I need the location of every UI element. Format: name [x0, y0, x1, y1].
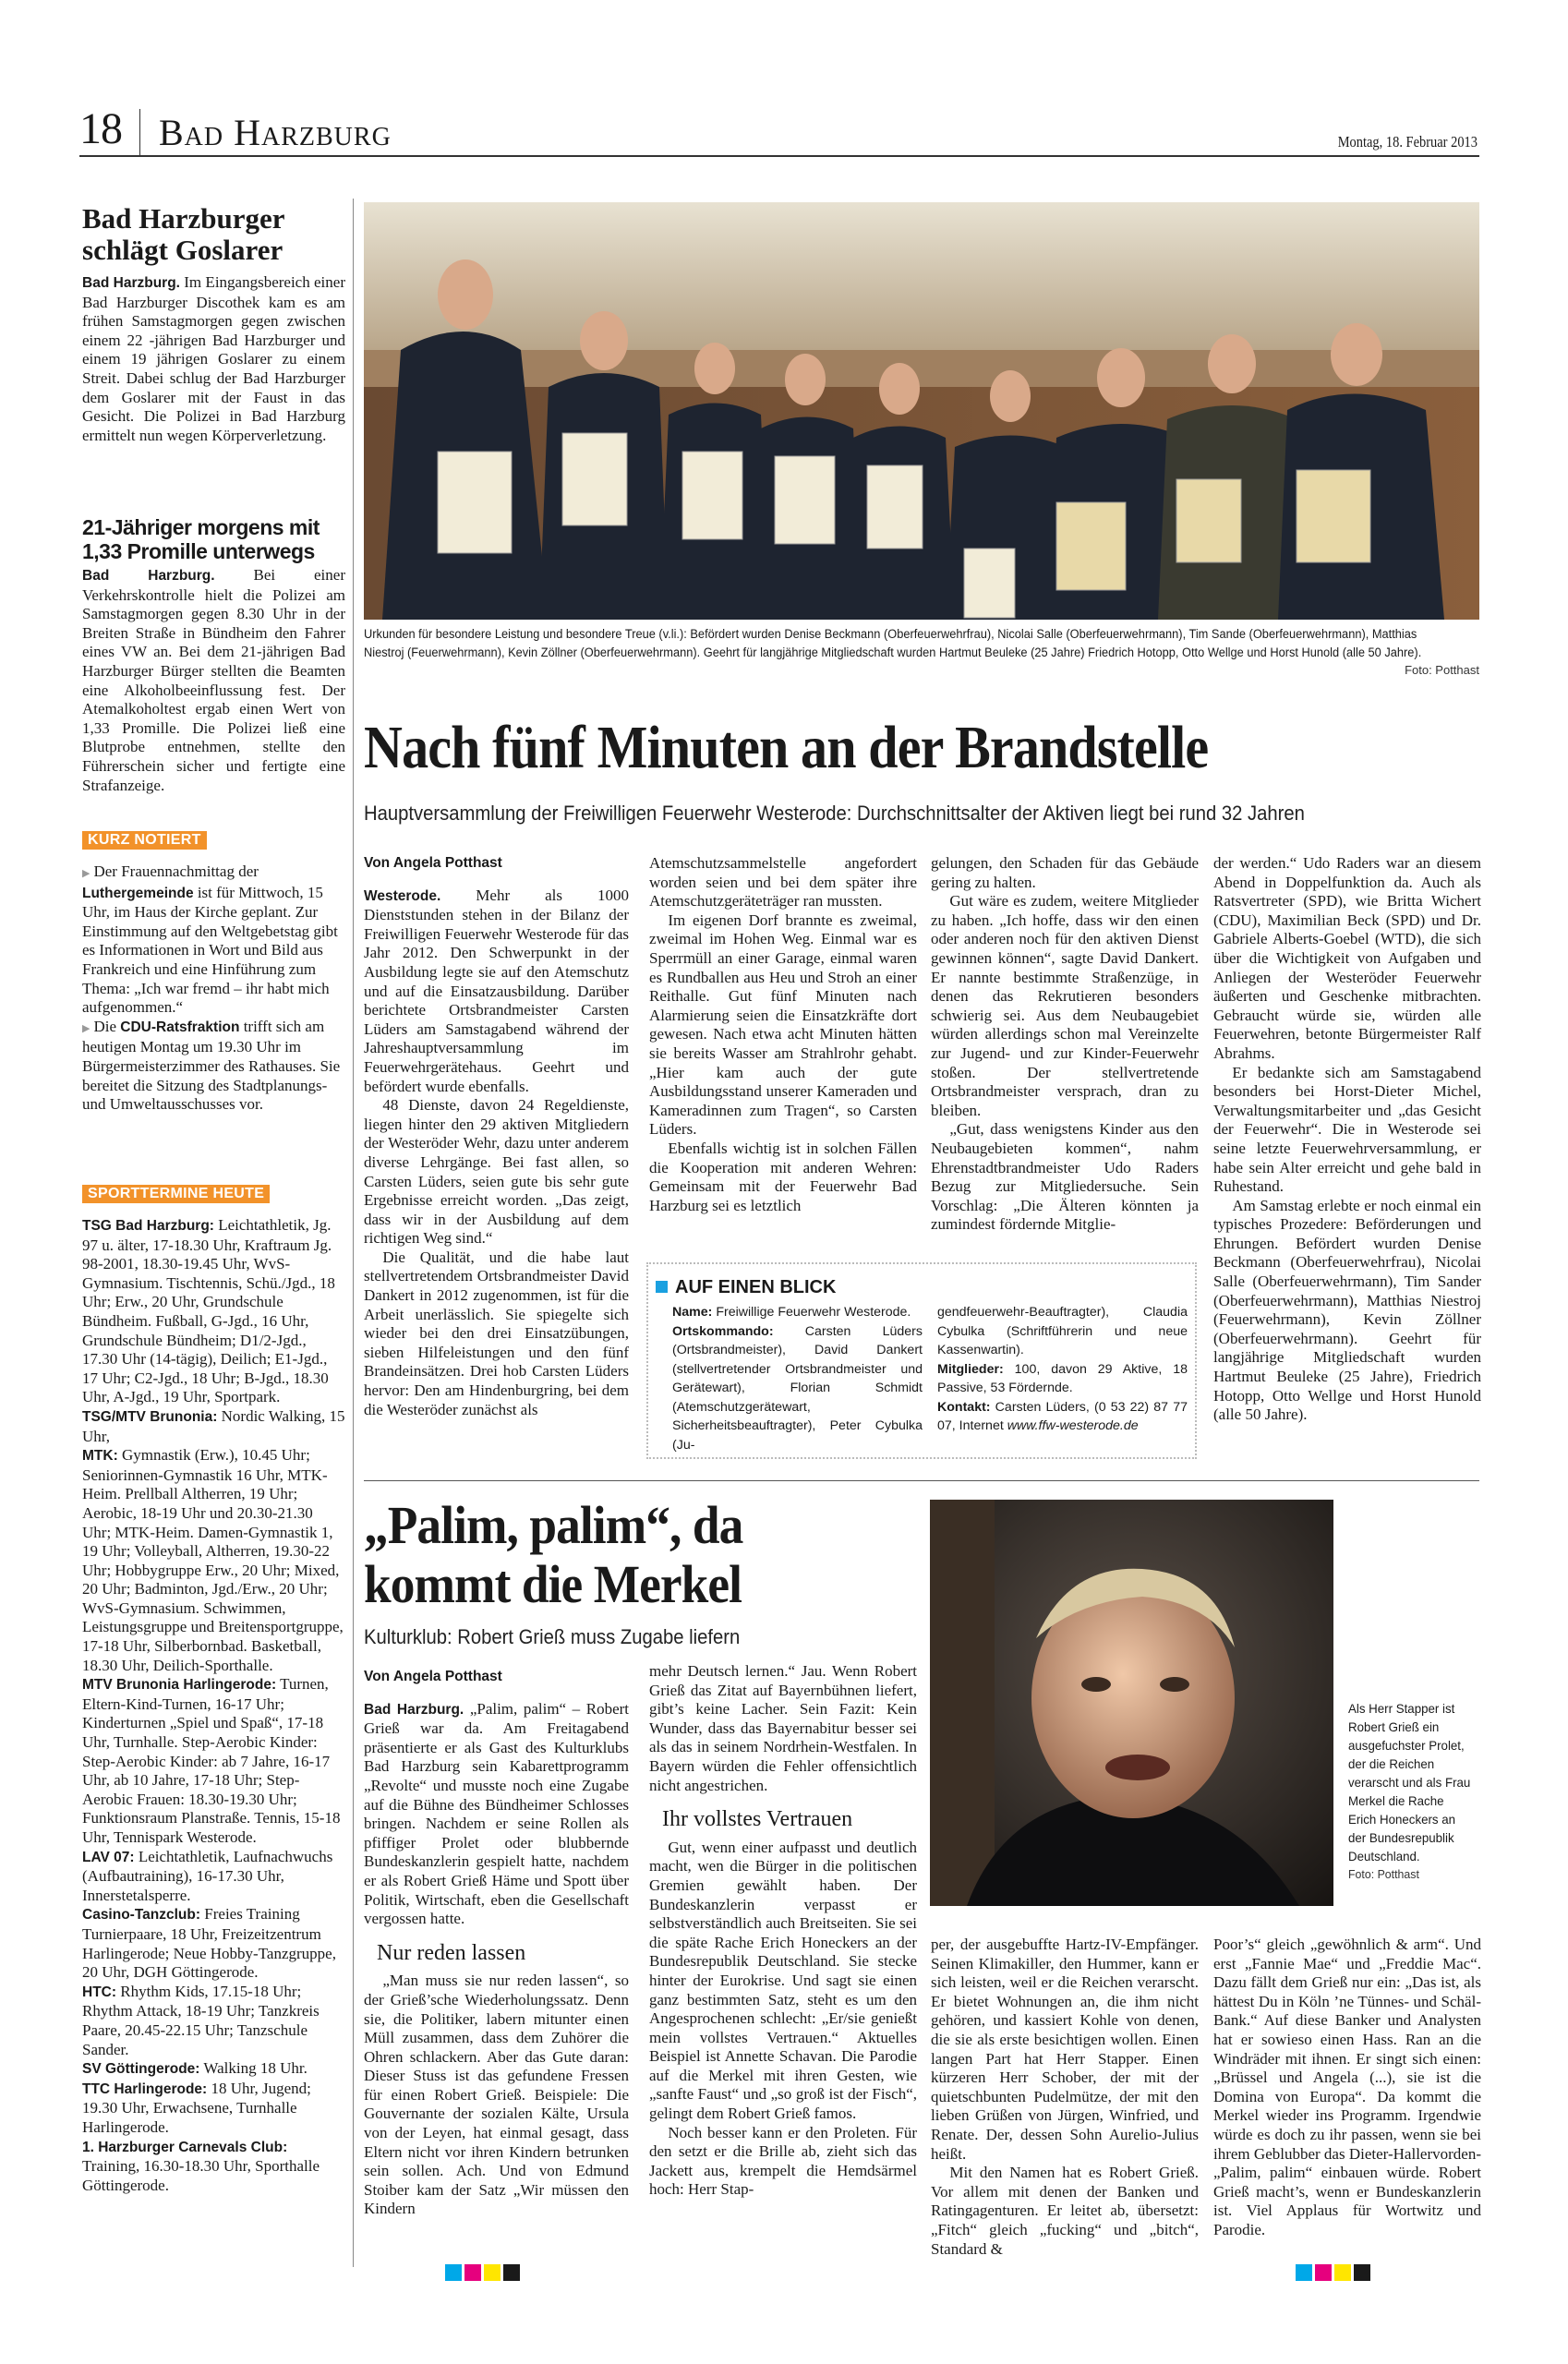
club-name: 1. Harzburger Carnevals Club: [82, 2139, 288, 2155]
headline-line: kommt die Merkel [364, 1554, 742, 1614]
brief-article-2 [82, 515, 345, 795]
sporttermine [82, 1185, 345, 2195]
paragraph: Ebenfalls wichtig ist in solchen Fällen die Kooperation mit anderen Wehren: Gemeinsam mit der Feuerwehr Bad Harzburg sei es letztlich [649, 1139, 917, 1214]
info-box-title [656, 1277, 836, 1298]
sport-entry [82, 1675, 345, 1847]
club-name: MTV Brunonia Harlingerode: [82, 1677, 277, 1694]
photo-caption [1348, 1699, 1471, 1884]
griess-photo [930, 1500, 1333, 1906]
website-link[interactable]: www.ffw-westerode.de [1007, 1418, 1139, 1433]
sport-schedule: Training, 16.30-18.30 Uhr, Sporthalle Göttingerode. [82, 2157, 320, 2194]
info-key: Name: [672, 1305, 713, 1320]
sport-entry [82, 2059, 345, 2080]
club-name: SV Göttingerode: [82, 2061, 200, 2078]
firefighters-photo [364, 202, 1479, 620]
paragraph: Die Qualität, und die habe laut stellvertretendem Ortsbrandmeister David Dankert in 2012 zugenommen, ist für die Arbeit unerlässlich. Sie spiegelte sich wieder bei den drei Einsatzübungen, sieben Hilfeleistungen und den fünf Brandeinsätzen. Drei hob Carsten Lüders hervor: Den am Hindenburgring, bei dem die Westeröder zunächst als [364, 1248, 629, 1418]
sport-schedule: 18 Uhr, Jugend; 19.30 Uhr, Erwachsene, Turnhalle Harlingerode. [82, 2079, 311, 2136]
paragraph: Am Samstag erlebte er noch einmal ein typisches Prozedere: Beförderungen und Ehrungen. Befördert wurden Denise Beckmann (Oberfeuerwehrfrau), Nicolai Salle (Oberfeuerwehrmann), Tim Sander (Oberfeuerwehrmann), Matthias Niestroj (Feuerwehrmann), Kevin Zöllner (Oberfeuerwehrmann). Geehrt für langjährige Mitgliedschaft wurden Hartmut Beuleke (25 Jahre), Friedrich Hotopp, Otto Wellge und Horst Hunold (alle 50 Jahre). [1213, 1196, 1481, 1424]
paragraph: Mit den Namen hat es Robert Grieß. Vor allem mit denen der Banken und Ratingagenturen. Er leitet ab, übersetzt: „Fitch“ gleich „fucking“ und „bitch“, Standard & [931, 2164, 1199, 2258]
sport-entry [82, 1446, 345, 1675]
sport-schedule: Leichtathletik, Jg. 97 u. älter, 17-18.30 Uhr, Kraftraum Jg. 98-2001, 18.30-19.45 Uhr, WvS-Gymnasium. Tischtennis, Schü./Jgd., 18 Uhr; Erw., 20 Uhr, Grundschule Bündheim. Fußball, G-Jgd., 16 Uhr, Grundschule Bündheim; D1/2-Jgd., 17.30 Uhr (14-tägig), Deilich; E1-Jgd., 17 Uhr; C2-Jgd., 18 Uhr; B-Jgd., 18.30 Uhr, A-Jgd., 19 Uhr, Sportpark. [82, 1216, 335, 1406]
paragraph: Gut wäre es zudem, weitere Mitglieder zu haben. „Ich hoffe, dass wir den einen oder anderen noch für den aktiven Dienst gewinnen können“, sagte David Dankert. Er nannte bestimmte Straßenzüge, in denen das Rekrutieren besonders schwierig sei. Aus dem Neubaugebiet würden allerdings schon mal Vereinzelte zur Jugend- und zur Kinder-Feuerwehr stoßen. Der stellvertretende Ortsbrandmeister versprach, dran zu bleiben. [931, 892, 1199, 1119]
paragraph: Mehr als 1000 Dienststunden stehen in der Bilanz der Freiwilligen Feuerwehr Westerode für das Jahr 2012. Den Schwerpunkt in der Ausbildung legte sie auf den Atemschutz und auf die Einsatzausbildung. Darüber berichtete Ortsbrandmeister Carsten Lüders am Samstagabend während der Jahreshauptversammlung im Feuerwehrgerätehaus. Geehrt und befördert wurde ebenfalls. [364, 886, 629, 1095]
triangle-bullet-icon: ▶ [82, 868, 90, 879]
paragraph: Im eigenen Dorf brannte es zweimal, zweimal im Hohen Weg. Einmal war es Sperrmüll an einer Garage, einmal waren es Rundballen aus Heu und Stroh an einer Reithalle. Gut fünf Minuten nach Alarmierung seien die Einsatzkräfte dort gewesen. Nach etwa acht Minuten hätten sie bereits Wasser am Strahlrohr gehabt. „Hier kam auch der gute Ausbildungsstand unserer Kameraden und Kameradinnen zum Tragen“, so Carsten Lüders. [649, 911, 917, 1139]
notice-text: Der Frauennachmittag der [93, 862, 259, 880]
article2-column-1 [364, 1668, 629, 2219]
paragraph: „Palim, palim“ – Robert Grieß war da. Am Freitagabend präsentierte er als Gast des Kulturklubs Bad Harzburg sein Kabarettprogramm „Revolte“ und musste noch eine Zugabe auf die Bühne des Bündheimer Schlosses bringen. Nachdem er seine Rollen als pfiffiger Prolet oder blubbernde Bundeskanzlerin gespielt hatte, nachdem er als Robert Grieß Häme und Spott über Politik, Wirtschaft, eben die Gesellschaft vergossen hatte. [364, 1699, 629, 1928]
article2-column-4 [1213, 1936, 1481, 2240]
notice-text: Die [93, 1017, 121, 1035]
paragraph: Er bedankte sich am Samstagabend besonders bei Horst-Dieter Michel, Verwaltungsmitarbeiter und „das Gesicht der Feuerwehr“. Die in Westerode sei seine letzte Feuerwehrversammlung, er habe sein Alter erreicht und gehe bald in Ruhestand. [1213, 1063, 1481, 1196]
byline: Von Angela Potthast [364, 1669, 502, 1684]
header-divider [139, 109, 140, 155]
magenta-swatch [1315, 2264, 1332, 2281]
color-registration-marks [445, 2264, 520, 2281]
byline: Von Angela Potthast [364, 855, 502, 871]
article2-subheadline: Kulturklub: Robert Grieß muss Zugabe liefern [364, 1625, 741, 1648]
header-rule [79, 155, 1479, 157]
brief-headline: 21-Jähriger morgens mit 1,33 Promille unterwegs [82, 515, 320, 563]
dateline: Bad Harzburg. [364, 1701, 464, 1718]
cyan-swatch [1296, 2264, 1312, 2281]
blue-square-icon [656, 1281, 668, 1293]
photo-credit: Foto: Potthast [1348, 1867, 1419, 1881]
yellow-swatch [1334, 2264, 1351, 2281]
paragraph: per, der ausgebuffte Hartz-IV-Empfänger. Seinen Klimakiller, den Hummer, kann er sich leisten, weil er die Reichen verarscht. Er bietet Wohnungen an, die ihm nicht gehören, und kassiert Kohle von denen, die sie als erste besichtigen wollen. Einen langen Part hat Herr Stapper. Einen kürzeren Herr Schober, der mit der quietschbunten Pudelmütze, der mit den lieben Grüßen von Jürgen, Winfried, und Renate. Der, dessen Sohn Aurelio-Julius heißt. [931, 1936, 1199, 2163]
notice-subject: Luthergemeinde [82, 885, 194, 901]
photo-image [930, 1500, 1333, 1906]
article-column-1 [364, 854, 629, 1419]
paragraph: „Man muss sie nur reden lassen“, so der Grieß’sche Wiederholungssatz. Denn sie, die Politiker, labern mitunter einen Müll zusammen, dass dem Zuhörer die Ohren schlackern. Aber das Gute daran: Dieser Stuss ist das gefundene Fressen für einen Robert Grieß. Beispiele: Die Gouvernante der sozialen Kälte, Ursula von der Leyen, hat einmal gesagt, dass Eltern nicht vor ihren Kindern betrunken sein sollen. Ach. Und von Edmund Stoiber kam der Satz „Wir müssen den Kindern [364, 1972, 629, 2218]
sport-entry [82, 1407, 345, 1446]
caption-text: Als Herr Stapper ist Robert Grieß ein ausgefuchster Prolet, der die Reichen verarscht und als Frau Merkel die Rache Erich Honeckers an der Bundesrepublik Deutschland. [1348, 1701, 1471, 1863]
sport-entry [82, 1216, 345, 1407]
paragraph: Poor’s“ gleich „gewöhnlich & arm“. Und erst „Fannie Mae“ und „Freddie Mac“. Dazu fällt dem Grieß nur ein: „Das ist, als hättest Du in Köln ’ne Tünnes- und Schäl-Bank.“ Auf diese Banker und Analysten hat er sowieso einen Hass. Ran an die Windräder mit ihnen. Er singt sich einen: „Brüssel und Angela (...), sie ist die Domina von Europa“. Da kommt die Merkel wieder ins Programm. Irgendwie würde es doch zu ihr passen, wenn sie bei ihrem Geblubber das Dieter-Hallervorden-„Palim, palim“ einbauen würde. Robert Grieß macht’s, wenn er Bundeskanzlerin ist. Viel Applaus für Wortwitz und Parodie. [1213, 1936, 1481, 2238]
triangle-bullet-icon: ▶ [82, 1022, 90, 1034]
sport-schedule: Walking 18 Uhr. [199, 2059, 308, 2078]
sport-entry [82, 2080, 345, 2138]
info-value: Carsten Lüders (Ortsbrandmeister), David Dankert (stellvertretender Ortsbrandmeister und Gerätewart), Florian Schmidt (Atemschutzgerätewart, Sicherheitsbeauftragter), Peter Cybulka (Ju- [672, 1323, 923, 1453]
sport-entry [82, 1983, 345, 2059]
paragraph: Noch besser kann er den Proleten. Für den setzt er die Brille ab, zieht sich das Jackett aus, krempelt die Hemdsärmel hoch: Herr Stap- [649, 2123, 917, 2199]
article-column-3 [931, 854, 1199, 1235]
photo-image [364, 202, 1479, 620]
yellow-swatch [484, 2264, 501, 2281]
info-key: Ortskommando: [672, 1323, 774, 1339]
club-name: Casino-Tanzclub: [82, 1907, 201, 1924]
info-value: gendfeuerwehr-Beauftragter), Claudia Cybulka (Schriftführerin und neue Kassenwartin). [937, 1305, 1188, 1357]
article2-column-3 [931, 1936, 1199, 2259]
photo-caption [364, 625, 1424, 662]
club-name: TSG/MTV Brunonia: [82, 1408, 218, 1425]
club-name: LAV 07: [82, 1849, 135, 1865]
info-left [672, 1303, 923, 1454]
article-column-2 [649, 854, 917, 1215]
black-swatch [503, 2264, 520, 2281]
paragraph: Atemschutzsammelstelle angefordert worden seien und bei dem später ihre Atemschutzgeräteträger ran mussten. [649, 854, 917, 911]
sport-schedule: Freies Training Turnierpaare, 18 Uhr, Freizeitzentrum Harlingerode; Neue Hobby-Tanzgruppe, 20 Uhr, DGH Göttingerode. [82, 1905, 336, 1982]
brief-text: Bei einer Verkehrskontrolle hielt die Polizei am Samstagmorgen gegen 8.30 Uhr in der Breiten Straße in Bündheim den Fahrer eines VW an. Bei dem 21-jährigen Bad Harzburger Bürger stellten die Beamten eine Alkoholbeeinflussung fest. Der Atemalkoholtest ergab einen Wert von 1,33 Promille. Die Polizei ließ eine Blutprobe entnehmen, stellte den Führerschein sicher und fertigte eine Strafanzeige. [82, 566, 345, 794]
column-divider [353, 199, 354, 2267]
info-box [646, 1262, 1197, 1459]
paragraph: gelungen, den Schaden für das Gebäude gering zu halten. [931, 854, 1199, 891]
article2-headline [364, 1496, 918, 1614]
subheading: Ihr vollstes Vertrauen [662, 1807, 853, 1832]
caption-text: Urkunden für besondere Leistung und besondere Treue (v.li.): Befördert wurden Denise Beckmann (Oberfeuerwehrfrau), Nicolai Salle (Oberfeuerwehrmann), Tim Sande (Oberfeuerwehrmann), Matthias Niestroj (Feuerwehrmann), Kevin Zöllner (Oberfeuerwehrmann). Geehrt für langjährige Mitgliedschaft wurden Hartmut Beuleke (25 Jahre) Friedrich Hotopp, Otto Wellge und Horst Hunold (alle 50 Jahre). [364, 627, 1422, 659]
sport-schedule: Rhythm Kids, 17.15-18 Uhr; Rhythm Attack, 18-19 Uhr; Tanzkreis Paare, 20.45-22.15 Uhr; Tanzschule Sander. [82, 1982, 320, 2058]
info-value: Freiwillige Feuerwehr Westerode. [712, 1305, 911, 1320]
dateline: Westerode. [364, 887, 441, 904]
color-registration-marks [1296, 2264, 1370, 2281]
headline-line: „Palim, palim“, da [364, 1495, 743, 1555]
club-name: MTK: [82, 1448, 118, 1465]
sport-schedule: Turnen, Eltern-Kind-Turnen, 16-17 Uhr; Kinderturnen „Spiel und Spaß“, 17-18 Uhr, Turnhalle. Step-Aerobic Kinder: Step-Aerobic Kinder: ab 7 Jahre, 16-17 Uhr, ab 10 Jahre, 17-18 Uhr; Step-Aerobic Frauen: 18.30-19.30 Uhr; Funktionsraum Planstraße. Tennis, 15-18 Uhr, Tennispark Westerode. [82, 1675, 341, 1846]
section-label: KURZ NOTIERT [82, 831, 207, 850]
kurz-notiert [82, 831, 345, 1115]
sport-entry [82, 1905, 345, 1982]
info-title-text: AUF EINEN BLICK [675, 1277, 837, 1297]
magenta-swatch [464, 2264, 481, 2281]
article-separator [364, 1480, 1479, 1481]
paragraph: Gut, wenn einer aufpasst und deutlich macht, wen die Bürger in die politischen Gremien gewählt haben. Der Bundeskanzlerin verpasst er selbstverständlich auch Breitseiten. Sie sei die späte Rache Erich Honeckers an der Bundesrepublik Deutschland. Sie stecke hinter der Eurokrise. Und sagt sie einen ganz bestimmten Satz, steht es um den Angesprochenen schlecht: „Er/sie genießt mein vollstes Vertrauen.“ Aktuelles Beispiel ist Annette Schavan. Die Parodie auf die Merkel mit ihren Gesten, wie „sanfte Faust“ und „so groß ist der Fisch“, gelingt dem Robert Grieß famos. [649, 1838, 917, 2123]
issue-date: Montag, 18. Februar 2013 [1337, 133, 1478, 151]
club-name: HTC: [82, 1984, 117, 2000]
section-label: SPORTTERMINE HEUTE [82, 1185, 270, 1203]
sport-entry [82, 1848, 345, 1906]
notice-text: trifft sich am heutigen Montag um 19.30 Uhr im Bürgermeisterzimmer des Rathauses. Sie bereitet die Sitzung des Stadtplanungs- und Umweltausschusses vor. [82, 1017, 341, 1114]
cyan-swatch [445, 2264, 462, 2281]
sport-schedule: Gymnastik (Erw.), 10.45 Uhr; Seniorinnen-Gymnastik 16 Uhr, MTK-Heim. Prellball Altherren, 19 Uhr; Aerobic, 18-19 Uhr und 20.30-21.30 Uhr; MTK-Heim. Damen-Gymnastik 1, 19 Uhr; Volleyball, Altherren, 19.30-22 Uhr; Hobbygruppe Erw., 20 Uhr; Mixed, 20 Uhr; Badminton, Jgd./Erw., 20 Uhr; WvS-Gymnasium. Schwimmen, Leistungsgruppe und Breitensportgruppe, 17-18 Uhr, Silberbornbad. Basketball, 18.30 Uhr, Deilich-Sporthalle. [82, 1446, 344, 1674]
dateline: Bad Harzburg. [82, 568, 215, 584]
info-right [937, 1303, 1188, 1454]
paragraph: „Gut, dass wenigstens Kinder aus den Neubaugebieten kommen“, nahm Ehrenstadtbrandmeister Udo Raders Bezug zur Mitgliedersuche. Sein Vorschlag: „Die Älteren könnten ja zumindest fördernde Mitglie- [931, 1120, 1199, 1234]
section-title: Bad Harzburg [159, 112, 392, 153]
paragraph: mehr Deutsch lernen.“ Jau. Wenn Robert Grieß das Zitat auf Bayernbühnen liefert, gibt’s keine Lacher. Sein Fazit: Kein Wunder, dass das Bayernabitur besser sei als das in seinem Nordrhein-Westfalen. In Bayern würden die Fehler offensichtlich nicht angestrichen. [649, 1662, 917, 1794]
article2-column-2 [649, 1662, 917, 2200]
paragraph: der werden.“ Udo Raders war an diesem Abend in Doppelfunktion da. Auch als Ratsvertreter (SPD), wie Britta Wichert (CDU), Maximilian Beck (SPD) und Dr. Gabriele Alberts-Goebel (WTD), die sich über die Wichtigkeit von Aufgaben und Anliegen der Westeröder Feuerwehr äußerten und Geschenke mitbrachten. Gebraucht würde sie, würden alle Feuerwehren, betonte Bürgermeister Ralf Abrahms. [1213, 854, 1481, 1062]
notice-subject: CDU-Ratsfraktion [120, 1019, 240, 1035]
brief-article-1 [82, 203, 345, 445]
brief-headline: Bad Harzburger schlägt Goslarer [82, 202, 284, 266]
info-value: 100, davon 29 Aktive, 18 Passive, 53 Fördernde. [937, 1361, 1188, 1395]
photo-credit: Foto: Potthast [1405, 663, 1479, 677]
club-name: TTC Harlingerode: [82, 2081, 208, 2097]
black-swatch [1354, 2264, 1370, 2281]
dateline: Bad Harzburg. [82, 275, 180, 291]
article-subheadline: Hauptversammlung der Freiwilligen Feuerwehr Westerode: Durchschnittsalter der Aktiven liegt bei rund 32 Jahren [364, 802, 1305, 825]
article-headline: Nach fünf Minuten an der Brandstelle [364, 714, 1209, 781]
notice-text: ist für Mittwoch, 15 Uhr, im Haus der Kirche geplant. Zur Einstimmung auf den Weltgebetstag gibt es Informationen in Wort und Bild aus Frankreich und eine Hinführung zum Thema: „Ich war fremd – ihr habt mich aufgenommen.“ [82, 883, 338, 1017]
brief-text: Im Eingangsbereich einer Bad Harzburger Discothek kam es am frühen Samstagmorgen gegen zwischen einem 22 -jährigen Bad Harzburger und einem 19 jährigen Goslarer zu einem Streit. Dabei schlug der Bad Harzburger dem Goslarer mit der Faust in das Gesicht. Die Polizei in Bad Harzburg ermittelt nun wegen Körperverletzung. [82, 273, 345, 444]
info-value: Carsten Lüders, (0 53 22) 87 77 07, Internet [937, 1399, 1188, 1433]
subheading: Nur reden lassen [377, 1940, 526, 1965]
sport-schedule: Leichtathletik, Laufnachwuchs (Aufbautraining), 16-17.30 Uhr, Innerstetalsperre. [82, 1847, 333, 1904]
page-number: 18 [79, 104, 122, 153]
info-key: Mitglieder: [937, 1361, 1004, 1377]
paragraph: 48 Dienste, davon 24 Regeldienste, liegen hinter den 29 aktiven Mitgliedern der Westeröder Wehr, dazu unter anderem diverse Lehrgänge. Bei fast allen, so Carsten Lüders, seien gute bis sehr gute Ergebnisse erreicht worden. „Das zeigt, dass wir in der Ausbildung auf dem richtigen Weg sind.“ [364, 1096, 629, 1248]
sport-entry [82, 2138, 345, 2196]
sport-schedule: Nordic Walking, 15 Uhr, [82, 1406, 345, 1445]
article-column-4 [1213, 854, 1481, 1425]
club-name: TSG Bad Harzburg: [82, 1218, 214, 1234]
info-key: Kontakt: [937, 1399, 991, 1415]
